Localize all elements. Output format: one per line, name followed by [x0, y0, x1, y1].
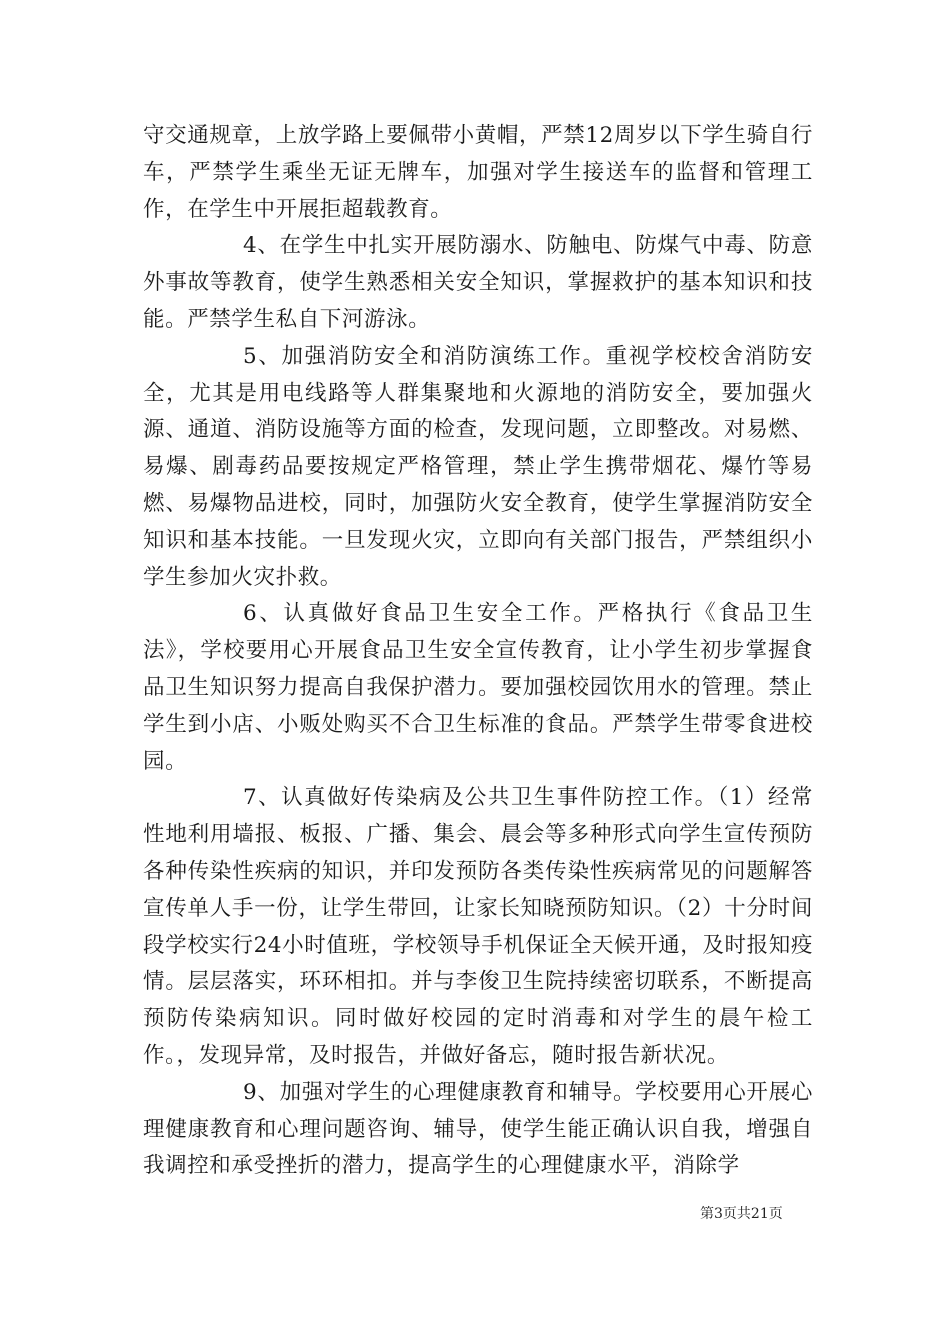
paragraph-item-6-food-safety: 6、认真做好食品卫生安全工作。严格执行《食品卫生法》，学校要用心开展食品卫生安全宣传教育，让小学生初步掌握食品卫生知识努力提高自我保护潜力。要加强校园饮用水的管理。禁止学生到小店、小贩处购买不合卫生标准的食品。严禁学生带零食进校园。: [143, 601, 813, 774]
paragraph-item-9-mental-health: 9、加强对学生的心理健康教育和辅导。学校要用心开展心理健康教育和心理问题咨询、辅导，使学生能正确认识自我，增强自我调控和承受挫折的潜力，提高学生的心理健康水平，消除学: [143, 1079, 813, 1179]
paragraph-item-5-fire-safety: 5、加强消防安全和消防演练工作。重视学校校舍消防安全，尤其是用电线路等人群集聚地和火源地的消防安全，要加强火源、通道、消防设施等方面的检查，发现问题，立即整改。对易燃、易爆、剧毒药品要按规定严格管理，禁止学生携带烟花、爆竹等易燃、易爆物品进校，同时，加强防火安全教育，使学生掌握消防安全知识和基本技能。一旦发现火灾，立即向有关部门报告，严禁组织小学生参加火灾扑救。: [143, 343, 813, 590]
paragraph-item-4-drowning-prevention: 4、在学生中扎实开展防溺水、防触电、防煤气中毒、防意外事故等教育，使学生熟悉相关安全知识，掌握救护的基本知识和技能。严禁学生私自下河游泳。: [143, 233, 813, 332]
paragraph-traffic-rules-continued: 守交通规章，上放学路上要佩带小黄帽，严禁12周岁以下学生骑自行车，严禁学生乘坐无证无牌车，加强对学生接送车的监督和管理工作，在学生中开展拒超载教育。: [143, 123, 813, 222]
paragraph-item-7-disease-control: 7、认真做好传染病及公共卫生事件防控工作。（1）经常性地利用墙报、板报、广播、集会、晨会等多种形式向学生宣传预防各种传染性疾病的知识，并印发预防各类传染性疾病常见的问题解答宣传单人手一份，让学生带回，让家长知晓预防知识。（2）十分时间段学校实行24小时值班，学校领导手机保证全天候开通，及时报知疫情。层层落实，环环相扣。并与李俊卫生院持续密切联系，不断提高预防传染病知识。同时做好校园的定时消毒和对学生的晨午检工作。，发现异常，及时报告，并做好备忘，随时报告新状况。: [143, 785, 813, 1068]
document-body: [143, 118, 813, 1185]
page-number-footer: 第3页共21页: [700, 1206, 783, 1222]
